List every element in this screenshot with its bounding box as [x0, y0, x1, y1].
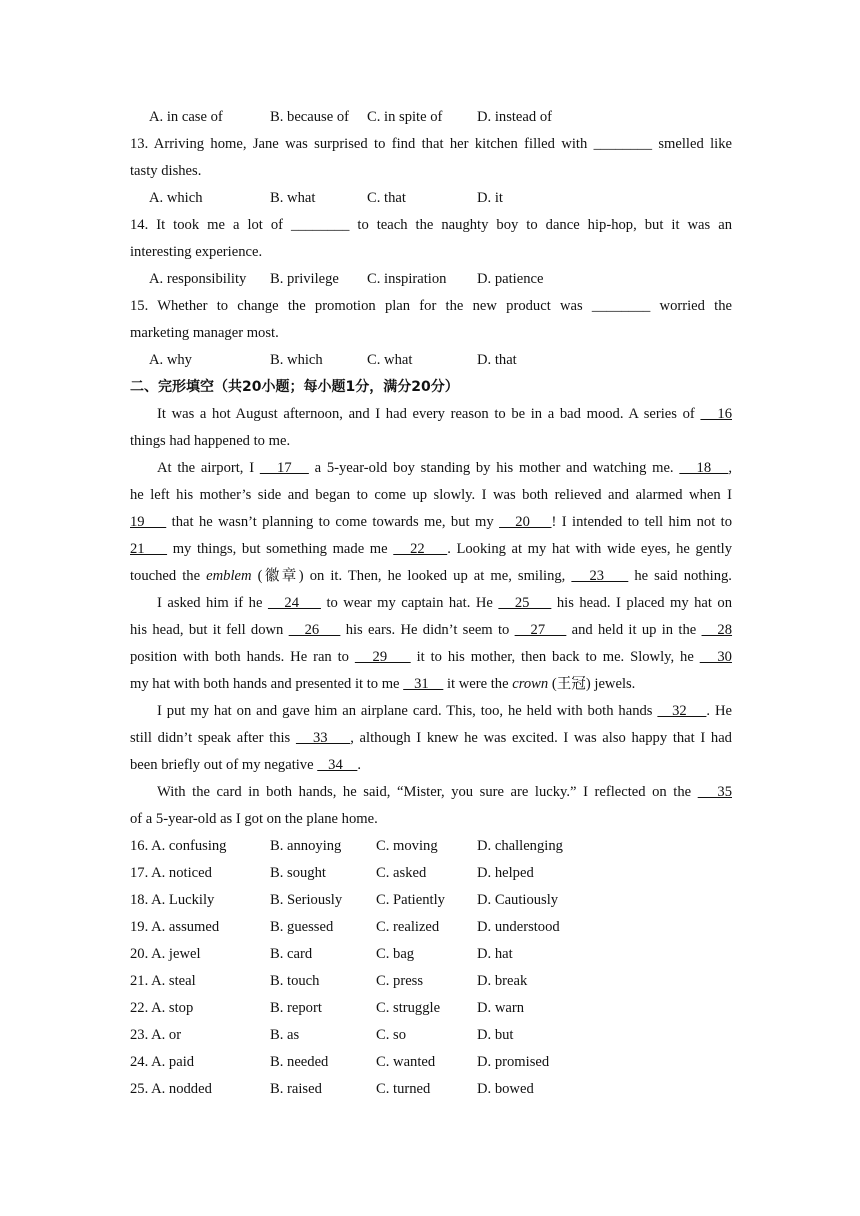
- q15-option-c: C. what: [367, 352, 413, 368]
- option-25-a: 25. A. nodded: [130, 1081, 212, 1097]
- passage-p3-line3: [130, 644, 732, 671]
- passage-text: It was a hot August afternoon, and I had every reason to be in a bad mood. A series of: [157, 406, 695, 422]
- option-25-c: C. turned: [376, 1081, 431, 1097]
- q14-option-a: A. responsibility: [149, 271, 247, 287]
- option-18-c: C. Patiently: [376, 892, 445, 908]
- q12-option-d: D. instead of: [477, 109, 552, 125]
- passage-p2-line3: [130, 509, 732, 536]
- passage-text: it to his mother, then back to me. Slowly, he: [416, 649, 694, 665]
- option-19-a: 19. A. assumed: [130, 919, 220, 935]
- option-20-c: C. bag: [376, 946, 415, 962]
- blank-27: 27: [514, 622, 567, 638]
- option-19-b: B. guessed: [270, 919, 334, 935]
- passage-text: ,: [728, 460, 733, 476]
- option-23-d: D. but: [477, 1027, 514, 1043]
- q13-option-d: D. it: [477, 190, 503, 206]
- passage-text: I asked him if he: [157, 595, 263, 611]
- passage-text: still didn’t speak after this: [130, 730, 291, 746]
- passage-p1-line1: [130, 401, 732, 428]
- blank-29: 29: [354, 649, 411, 665]
- blank-28: 28: [701, 622, 733, 638]
- option-23-b: B. as: [270, 1027, 300, 1043]
- passage-text: (王冠) jewels.: [551, 676, 636, 692]
- option-16-a: 16. A. confusing: [130, 838, 227, 854]
- q15-options: [130, 347, 732, 374]
- passage-text: he said nothing.: [634, 568, 732, 584]
- blank-17: 17: [259, 460, 309, 476]
- option-20-a: 20. A. jewel: [130, 946, 201, 962]
- q14-option-b: B. privilege: [270, 271, 339, 287]
- option-22-d: D. warn: [477, 1000, 525, 1016]
- passage-text: his head. I placed my hat on: [556, 595, 733, 611]
- option-20-b: B. card: [270, 946, 313, 962]
- option-23-c: C. so: [376, 1027, 407, 1043]
- option-24-c: C. wanted: [376, 1054, 436, 1070]
- option-21-b: B. touch: [270, 973, 320, 989]
- q13-stem-line2: tasty dishes.: [130, 163, 202, 179]
- option-17-b: B. sought: [270, 865, 326, 881]
- q13-option-b: B. what: [270, 190, 316, 206]
- passage-text: . Looking at my hat with wide eyes, he gently: [447, 541, 732, 557]
- option-25-b: B. raised: [270, 1081, 322, 1097]
- passage-p2-line4: [130, 536, 732, 563]
- q12-option-c: C. in spite of: [367, 109, 443, 125]
- blank-30: 30: [699, 649, 732, 665]
- option-19-c: C. realized: [376, 919, 440, 935]
- option-18-b: B. Seriously: [270, 892, 343, 908]
- cloze-options-20: [130, 941, 732, 968]
- option-17-d: D. helped: [477, 865, 534, 881]
- cloze-options-17: [130, 860, 732, 887]
- crown-word: crown: [512, 676, 549, 692]
- blank-24: 24: [267, 595, 321, 611]
- passage-text: his head, but it fell down: [130, 622, 284, 638]
- cloze-options-23: [130, 1022, 732, 1049]
- q12-option-a: A. in case of: [149, 109, 223, 125]
- passage-p3-line2: [130, 617, 732, 644]
- option-16-b: B. annoying: [270, 838, 342, 854]
- cloze-options-16: [130, 833, 732, 860]
- q15-stem-line2: marketing manager most.: [130, 325, 279, 341]
- passage-text: my things, but something made me: [172, 541, 388, 557]
- passage-text: . He: [706, 703, 732, 719]
- blank-31: 31: [403, 676, 444, 692]
- option-22-b: B. report: [270, 1000, 322, 1016]
- q14-option-d: D. patience: [477, 271, 544, 287]
- q12-option-b: B. because of: [270, 109, 350, 125]
- option-21-d: D. break: [477, 973, 528, 989]
- passage-p4-line3: [130, 752, 732, 779]
- blank-22: 22: [393, 541, 448, 557]
- option-16-c: C. moving: [376, 838, 438, 854]
- passage-text: (徽章) on it. Then, he looked up at me, smiling,: [257, 568, 566, 584]
- option-22-c: C. struggle: [376, 1000, 441, 1016]
- q14-option-c: C. inspiration: [367, 271, 447, 287]
- passage-text: my hat with both hands and presented it to me: [130, 676, 400, 692]
- passage-p5-line1: [130, 779, 732, 806]
- emblem-word: emblem: [206, 568, 252, 584]
- q14-stem-line1: 14. It took me a lot of ________ to teach the naughty boy to dance hip-hop, but it was an: [130, 217, 732, 233]
- q13-option-c: C. that: [367, 190, 406, 206]
- blank-34: 34: [317, 757, 358, 773]
- blank-33: 33: [295, 730, 351, 746]
- passage-text: to wear my captain hat. He: [326, 595, 493, 611]
- passage-p1-line2: things had happened to me.: [130, 433, 291, 449]
- passage-p2-line2: he left his mother’s side and began to come up slowly. I was both relieved and alarmed when I: [130, 487, 732, 503]
- option-16-d: D. challenging: [477, 838, 563, 854]
- option-22-a: 22. A. stop: [130, 1000, 194, 1016]
- passage-text: , although I knew he was excited. I was also happy that I had: [350, 730, 732, 746]
- section2-heading: 二、完形填空（共20小题；每小题1分，满分20分）: [130, 379, 459, 395]
- blank-23: 23: [571, 568, 629, 584]
- passage-text: it were the: [446, 676, 509, 692]
- passage-text: position with both hands. He ran to: [130, 649, 349, 665]
- passage-text: his ears. He didn’t seem to: [345, 622, 510, 638]
- page-content: [130, 104, 732, 1103]
- blank-19: 19: [130, 514, 167, 530]
- option-17-c: C. asked: [376, 865, 427, 881]
- passage-text: touched the: [130, 568, 201, 584]
- option-23-a: 23. A. or: [130, 1027, 182, 1043]
- blank-16: 16: [700, 406, 732, 422]
- blank-20: 20: [499, 514, 552, 530]
- blank-21: 21: [130, 541, 168, 557]
- q15-option-b: B. which: [270, 352, 323, 368]
- passage-text: and held it up in the: [571, 622, 697, 638]
- cloze-options-25: [130, 1076, 732, 1103]
- cloze-options-22: [130, 995, 732, 1022]
- blank-25: 25: [498, 595, 552, 611]
- passage-p2-line1: [130, 455, 732, 482]
- blank-32: 32: [657, 703, 707, 719]
- passage-text: .: [357, 757, 362, 773]
- passage-text: a 5-year-old boy standing by his mother and watching me.: [314, 460, 674, 476]
- option-20-d: D. hat: [477, 946, 513, 962]
- option-21-a: 21. A. steal: [130, 973, 196, 989]
- passage-text: With the card in both hands, he said, “Mister, you sure are lucky.” I reflected on the: [157, 784, 692, 800]
- passage-p3-line1: [130, 590, 732, 617]
- blank-35: 35: [697, 784, 732, 800]
- option-19-d: D. understood: [477, 919, 560, 935]
- passage-text: I put my hat on and gave him an airplane card. This, too, he held with both hands: [157, 703, 653, 719]
- passage-text: At the airport, I: [157, 460, 255, 476]
- q12-options: [130, 104, 732, 131]
- passage-p5-line2: of a 5-year-old as I got on the plane home.: [130, 811, 378, 827]
- cloze-options-21: [130, 968, 732, 995]
- passage-p2-line5: [130, 563, 732, 590]
- passage-p4-line2: [130, 725, 732, 752]
- passage-p4-line1: [130, 698, 732, 725]
- option-21-c: C. press: [376, 973, 424, 989]
- option-24-b: B. needed: [270, 1054, 329, 1070]
- cloze-options-19: [130, 914, 732, 941]
- q15-stem-line1: 15. Whether to change the promotion plan for the new product was ________ worried the: [130, 298, 732, 314]
- option-18-d: D. Cautiously: [477, 892, 559, 908]
- option-24-a: 24. A. paid: [130, 1054, 195, 1070]
- passage-text: ! I intended to tell him not to: [551, 514, 733, 530]
- passage-p3-line4: [130, 671, 732, 698]
- blank-18: 18: [679, 460, 729, 476]
- q13-options: [130, 185, 732, 212]
- option-24-d: D. promised: [477, 1054, 550, 1070]
- passage-text: that he wasn’t planning to come towards me, but my: [171, 514, 494, 530]
- q14-stem-line2: interesting experience.: [130, 244, 263, 260]
- passage-text: been briefly out of my negative: [130, 757, 314, 773]
- option-17-a: 17. A. noticed: [130, 865, 212, 881]
- cloze-options-24: [130, 1049, 732, 1076]
- q14-options: [130, 266, 732, 293]
- blank-26: 26: [288, 622, 341, 638]
- cloze-options-18: [130, 887, 732, 914]
- q15-option-d: D. that: [477, 352, 517, 368]
- q15-option-a: A. why: [149, 352, 192, 368]
- q13-option-a: A. which: [149, 190, 203, 206]
- option-25-d: D. bowed: [477, 1081, 534, 1097]
- option-18-a: 18. A. Luckily: [130, 892, 215, 908]
- q13-stem-line1: 13. Arriving home, Jane was surprised to find that her kitchen filled with ________ smelled like: [130, 136, 732, 152]
